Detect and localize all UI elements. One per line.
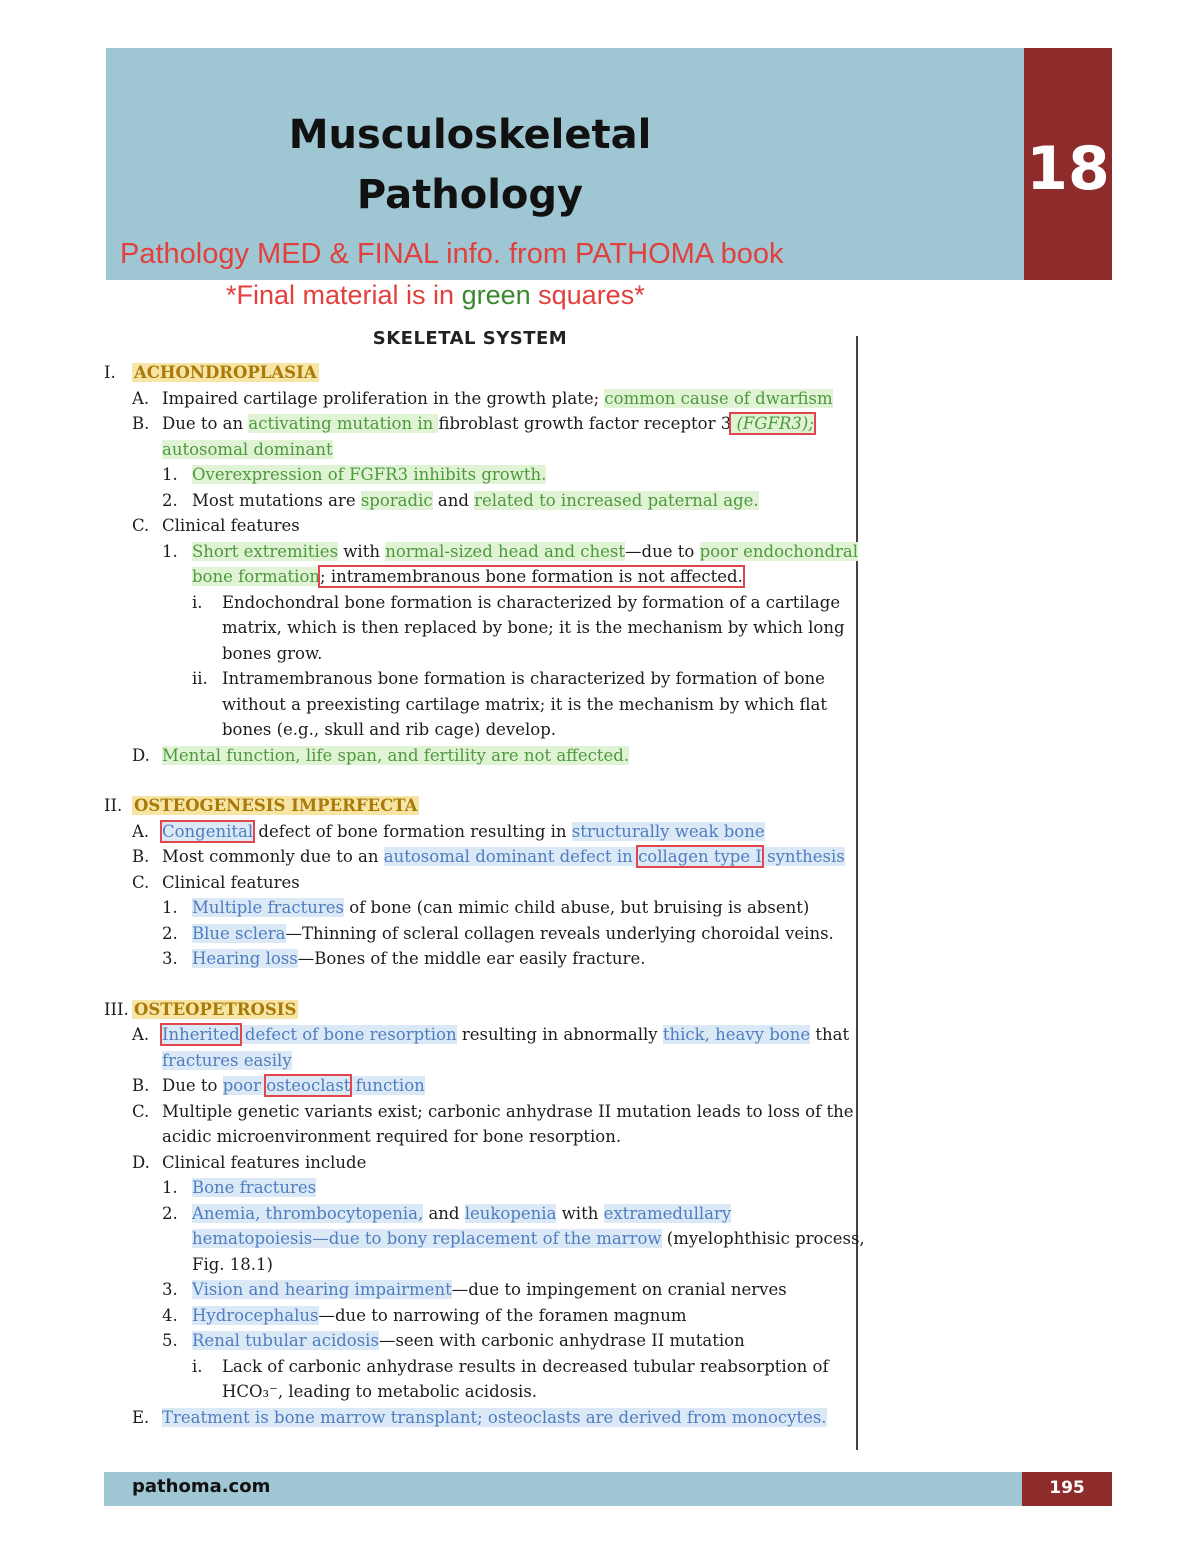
annotation-line1: Pathology MED & FINAL info. from PATHOMA book [120, 238, 784, 270]
outline-item: 2. Blue sclera—Thinning of scleral collagen reveals underlying choroidal veins. [162, 923, 834, 943]
topic-title: OSTEOPETROSIS [134, 999, 297, 1019]
boxed-term: ; intramembranous bone formation is not affected. [320, 567, 743, 586]
page-title-line1: Musculoskeletal [288, 112, 652, 158]
outline-item-continuation: acidic microenvironment required for bone resorption. [162, 1127, 622, 1146]
boxed-term: (FGFR3); [731, 414, 814, 433]
outline-item: i. Endochondral bone formation is characterized by formation of a cartilage [192, 592, 841, 612]
page-number-badge [1022, 1472, 1112, 1506]
topic-title: OSTEOGENESIS IMPERFECTA [134, 796, 418, 815]
outline-item: 1. Multiple fractures of bone (can mimic child abuse, but bruising is absent) [162, 898, 810, 917]
page-number: 195 [1049, 1478, 1085, 1498]
footer-band [104, 1472, 1022, 1506]
outline-item: C. Clinical features [132, 872, 300, 892]
outline-item: D. Clinical features include [132, 1152, 367, 1172]
outline-item-continuation: Fig. 18.1) [192, 1254, 273, 1274]
outline-item: B. Due to poor osteoclast function [132, 1076, 425, 1095]
outline-item: 3. Vision and hearing impairment—due to impingement on cranial nerves [162, 1280, 787, 1299]
page-title-line2: Pathology [356, 172, 584, 218]
outline-item: A. Congenital defect of bone formation resulting in structurally weak bone [132, 821, 765, 841]
outline-item: B. Most commonly due to an autosomal dominant defect in collagen type I synthesis [132, 847, 845, 866]
annotation-line2 [226, 280, 645, 311]
outline-item: 1. Short extremities with normal-sized head and chest—due to poor endochondral [162, 541, 859, 561]
outline-item-continuation: bones (e.g., skull and rib cage) develop. [222, 720, 556, 739]
outline-item: 5. Renal tubular acidosis—seen with carbonic anhydrase II mutation [162, 1331, 745, 1350]
outline-item: C. Multiple genetic variants exist; carbonic anhydrase II mutation leads to loss of the [132, 1101, 854, 1121]
outline-item-continuation: autosomal dominant [162, 439, 333, 459]
outline-item: 1. Bone fractures [162, 1178, 317, 1197]
margin-rule [856, 336, 858, 1450]
boxed-term: collagen type I [638, 847, 762, 866]
topic-title: ACHONDROPLASIA [134, 363, 317, 382]
outline-item: 1. Overexpression of FGFR3 inhibits growth. [162, 465, 547, 484]
outline-item-continuation: hematopoiesis—due to bony replacement of the marrow (myelophthisic process, [192, 1229, 865, 1248]
outline-item-continuation: matrix, which is then replaced by bone; it is the mechanism by which long [222, 618, 845, 637]
outline-item-continuation: without a preexisting cartilage matrix; it is the mechanism by which flat [222, 694, 828, 714]
outline-item: A. Inherited defect of bone resorption resulting in abnormally thick, heavy bone that [132, 1025, 850, 1044]
outline-item: 3. Hearing loss—Bones of the middle ear easily fracture. [162, 949, 646, 968]
chapter-badge [1024, 48, 1112, 280]
outline-heading: III. OSTEOPETROSIS [104, 999, 297, 1019]
outline-item: C. Clinical features [132, 516, 300, 535]
chapter-number: 18 [1026, 134, 1110, 204]
outline-item: 4. Hydrocephalus—due to narrowing of the foramen magnum [162, 1305, 687, 1325]
boxed-term: Inherited [162, 1025, 240, 1044]
outline-item: A. Impaired cartilage proliferation in the growth plate; common cause of dwarfism [132, 388, 833, 408]
outline-heading: II. OSTEOGENESIS IMPERFECTA [104, 796, 418, 815]
annotation-text: squares* [530, 280, 645, 310]
outline-item-continuation: fractures easily [162, 1050, 292, 1070]
footer-site: pathoma.com [132, 1476, 271, 1497]
annotation-green-word: green [461, 280, 531, 310]
outline-item-continuation: bones grow. [222, 643, 323, 663]
outline-item: 2. Most mutations are sporadic and related to increased paternal age. [162, 490, 759, 510]
annotation-text: *Final material is in [226, 280, 462, 310]
outline-item: B. Due to an activating mutation in fibroblast growth factor receptor 3 (FGFR3); [132, 414, 814, 433]
boxed-term: osteoclast [266, 1076, 351, 1095]
outline-item-continuation: HCO₃⁻, leading to metabolic acidosis. [222, 1382, 538, 1401]
outline-item: D. Mental function, life span, and fertility are not affected. [132, 745, 630, 765]
outline-item: i. Lack of carbonic anhydrase results in decreased tubular reabsorption of [192, 1356, 829, 1376]
outline-item-continuation: bone formation; intramembranous bone formation is not affected. [192, 567, 743, 586]
section-heading: SKELETAL SYSTEM [372, 328, 568, 349]
outline-item: 2. Anemia, thrombocytopenia, and leukopenia with extramedullary [162, 1203, 732, 1223]
outline-item: E. Treatment is bone marrow transplant; osteoclasts are derived from monocytes. [132, 1407, 827, 1427]
boxed-term: Congenital [162, 821, 254, 841]
outline-heading: I. ACHONDROPLASIA [104, 363, 317, 382]
outline-item: ii. Intramembranous bone formation is characterized by formation of bone [192, 669, 825, 688]
outline-content [104, 360, 865, 1430]
